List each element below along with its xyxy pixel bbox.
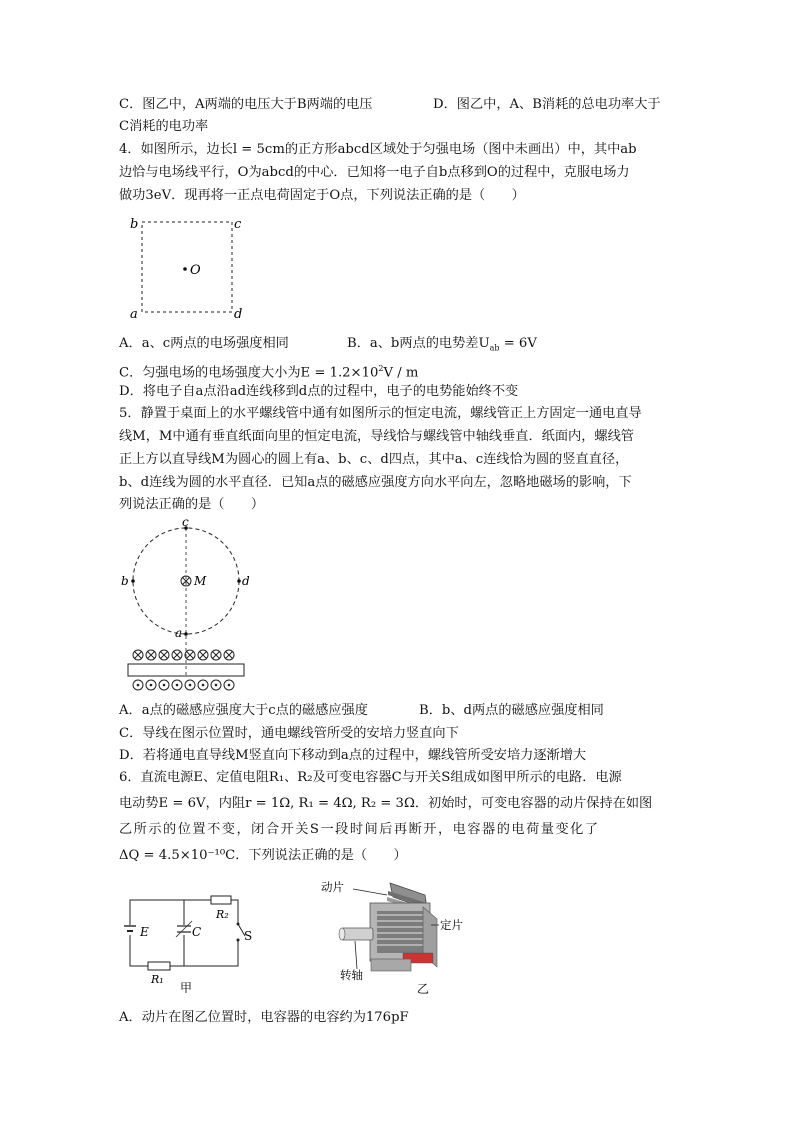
q4-option-d: D．将电子自a点沿ad连线移到d点的过程中，电子的电势能始终不变 [119,384,519,399]
q6-stem-line-3: 乙所示的位置不变，闭合开关S一段时间后再断开，电容器的电荷量变化了 [119,822,600,837]
solenoid-bottom-row [133,680,234,690]
label-m: M [194,574,207,588]
label-a: a [130,307,138,322]
q5-option-a: A．a点的磁感应强度大于c点的磁感应强度 [119,703,368,718]
q4-option-c: C．匀强电场的电场强度大小为$E = 1.2\times 10^2V / m$ [119,364,419,381]
q5-option-d: D．若将通电直导线M竖直向下移动到a点的过程中，螺线管所受安培力逐渐增大 [119,748,587,763]
q5-stem-line-3: 正上方以直导线M为圆心的圆上有a、b、c、d四点，其中a、c连线恰为圆的竖直直径， [119,452,629,467]
q5-stem-line-1: 5．静置于桌面上的水平螺线管中通有如图所示的恒定电流，螺线管正上方固定一通电直导 [119,406,642,421]
q5-option-c: C．导线在图示位置时，通电螺线管所受的安培力竖直向下 [119,726,459,741]
q4-option-b: B．a、b两点的电势差$U_{ab} = 6V$ [347,336,537,353]
label-c: c [182,516,189,529]
label-s: S [244,929,253,943]
prev-option-d-cont: C消耗的电功率 [119,119,209,134]
resistor-r1 [148,962,170,970]
prev-option-d: D．图乙中，A、B消耗的总电功率大于 [433,97,661,112]
label-b: b [121,574,129,588]
q6-stem-line-2: 电动势E = 6V，内阻r = 1Ω, R₁ = 4Ω, R₂ = 3Ω．初始时，可变电容器的动片保持在如图 [119,796,653,811]
resistor-r2 [211,896,231,904]
label-fixed-plate: 定片 [440,918,463,932]
q5-option-b: B．b、d两点的磁感应强度相同 [419,703,604,718]
label-d: d [234,307,243,322]
label-a: a [175,626,183,640]
q4-stem-line-3: 做功3eV．现再将一正点电荷固定于O点，下列说法正确的是（ ） [119,188,525,203]
q6-stem-line-4: ΔQ = 4.5×10⁻¹⁰C．下列说法正确的是（ ） [119,848,407,863]
q6-circuit-figure [118,888,253,993]
label-shaft: 转轴 [340,968,363,982]
label-moving-plate: 动片 [321,880,344,894]
q5-stem-line-5: 列说法正确的是（ ） [119,497,265,512]
label-c: C [192,925,202,939]
photo-caption: 乙 [417,982,430,996]
q6-option-a: A．动片在图乙位置时，电容器的电容约为176pF [119,1010,409,1025]
label-d: d [242,574,250,588]
solenoid-top-row [133,650,234,660]
point-d-dot [237,579,241,583]
q5-solenoid-figure [118,516,253,696]
q6-capacitor-photo [315,873,475,998]
label-o: O [190,263,201,278]
center-dot [183,267,187,271]
label-b: b [130,217,139,232]
q4-stem-line-2: 边恰与电场线平行，O为abcd的中心．已知将一电子自b点移到O的过程中，克服电场力 [119,165,630,180]
variable-capacitor-image [339,883,437,971]
circuit-caption: 甲 [180,981,193,993]
point-b-dot [131,579,135,583]
q6-stem-line-1: 6．直流电源E、定值电阻R₁、R₂及可变电容器C与开关S组成如图甲所示的电路．电源 [119,770,622,785]
label-r2: R₂ [216,908,229,921]
q4-square-figure [120,212,250,322]
q5-stem-line-2: 线M，M中通有垂直纸面向里的恒定电流，导线恰与螺线管中轴线垂直．纸面内，螺线管 [119,429,634,444]
point-a-dot [184,632,188,636]
q4-stem-line-1: 4．如图所示，边长l = 5cm的正方形abcd区域处于匀强电场（图中未画出）中，其中ab [119,142,637,157]
q5-stem-line-4: b、d连线为圆的水平直径．已知a点的磁感应强度方向水平向左，忽略地磁场的影响，下 [119,475,632,490]
prev-option-c: C．图乙中，A两端的电压大于B两端的电压 [119,97,373,112]
square-abcd [142,222,232,312]
q4-option-a: A．a、c两点的电场强度相同 [119,336,289,351]
label-c: c [234,217,242,232]
label-e: E [140,925,149,939]
label-r1: R₁ [151,973,164,986]
